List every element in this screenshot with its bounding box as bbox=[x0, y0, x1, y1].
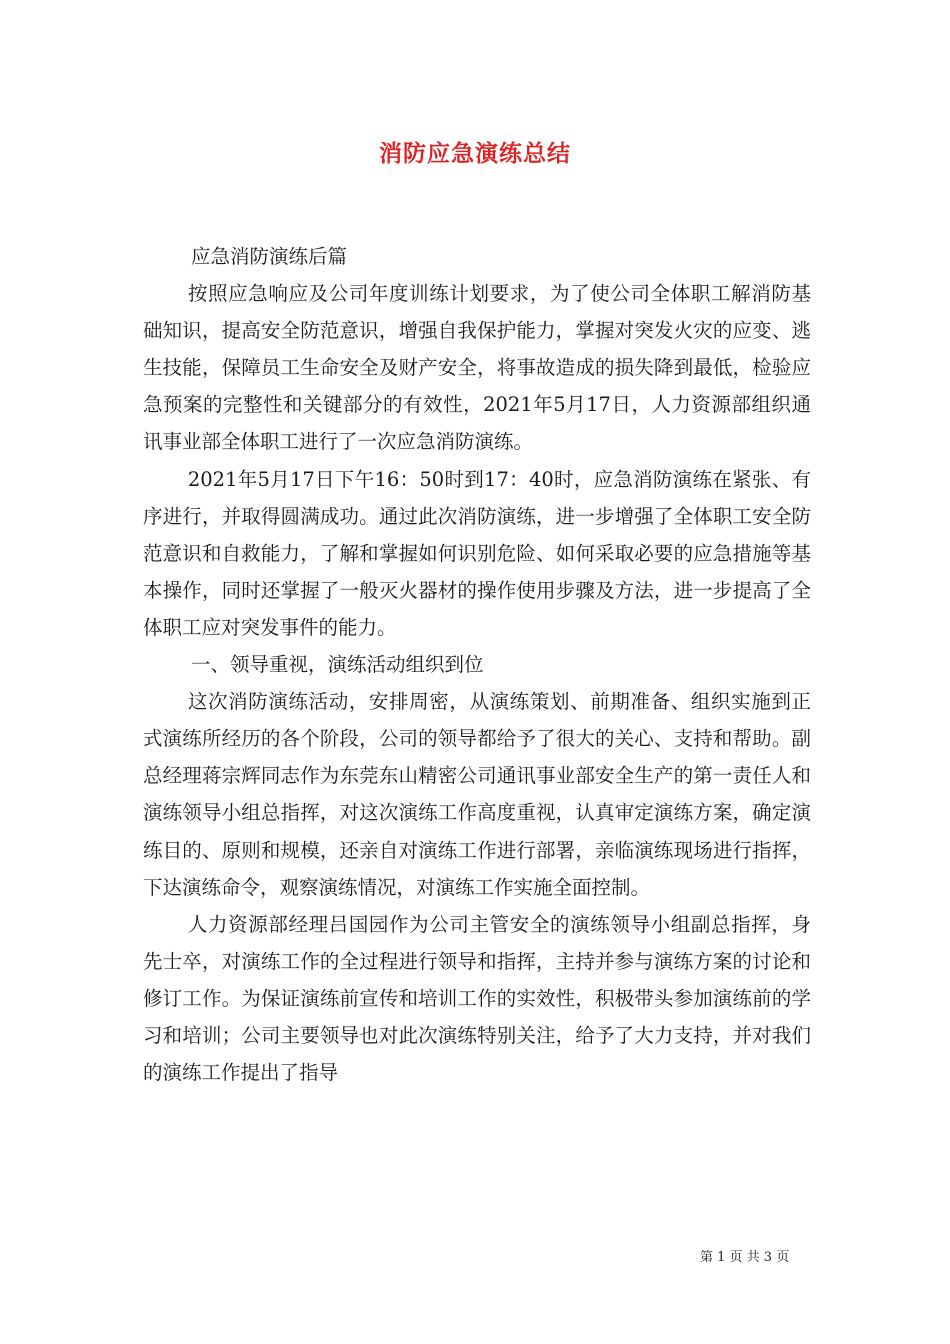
document-title: 消防应急演练总结 bbox=[379, 141, 571, 167]
paragraph-drill-result: 2021年5月17日下午16：50时到17：40时，应急消防演练在紧张、有序进行，并取得圆满成功。通过此次消防演练，进一步增强了全体职工安全防范意识和自救能力，了解和掌握如何识别危险、如何采取必要的应急措施等基本操作，同时还掌握了一般灭火器材的操作使用步骤及方法，进一步提高了全体职工应对突发事件的能力。 bbox=[143, 467, 811, 639]
paragraph-intro: 按照应急响应及公司年度训练计划要求，为了使公司全体职工解消防基础知识，提高安全防范意识，增强自我保护能力，掌握对突发火灾的应变、逃生技能，保障员工生命安全及财产安全，将事故造成的损失降到最低，检验应急预案的完整性和关键部分的有效性，2021年5月17日，人力资源部组织通讯事业部全体职工进行了一次应急消防演练。 bbox=[143, 282, 811, 454]
document-subtitle: 应急消防演练后篇 bbox=[191, 245, 348, 268]
paragraph-hr-manager: 人力资源部经理吕国园作为公司主管安全的演练领导小组副总指挥，身先士卒，对演练工作的全过程进行领导和指挥，主持并参与演练方案的讨论和修订工作。为保证演练前宣传和培训工作的实效性，积极带头参加演练前的学习和培训；公司主要领导也对此次演练特别关注，给予了大力支持，并对我们的演练工作提出了指导 bbox=[143, 912, 811, 1085]
paragraph-leadership: 这次消防演练活动，安排周密，从演练策划、前期准备、组织实施到正式演练所经历的各个阶段，公司的领导都给予了很大的关心、支持和帮助。副总经理蒋宗辉同志作为东莞东山精密公司通讯事业部安全生产的第一责任人和演练领导小组总指挥，对这次演练工作高度重视，认真审定演练方案，确定演练目的、原则和规模，还亲自对演练工作进行部署，亲临演练现场进行指挥，下达演练命令，观察演练情况，对演练工作实施全面控制。 bbox=[143, 690, 811, 899]
page-number: 第 1 页 共 3 页 bbox=[700, 1250, 790, 1265]
section-heading: 一、领导重视，演练活动组织到位 bbox=[191, 653, 484, 677]
document-body bbox=[143, 238, 811, 1091]
